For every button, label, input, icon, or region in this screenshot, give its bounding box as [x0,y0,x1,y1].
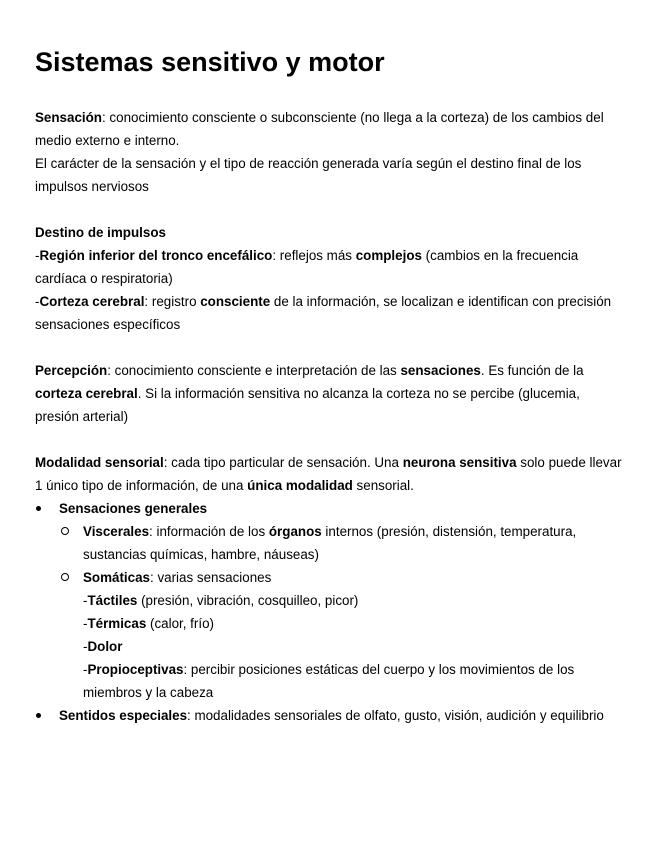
somaticas-tactiles: -Táctiles (presión, vibración, cosquilleo, picor) [83,593,359,608]
somaticas-propioceptivas: -Propioceptivas: percibir posiciones estáticas del cuerpo y los movimientos de los miembros y la cabeza [83,662,575,700]
somaticas-termicas: -Térmicas (calor, frío) [83,616,214,631]
list-item-generales: Sensaciones generales Viscerales: información de los órganos internos (presión, distensión, temperatura, sustancias químicas, hambre, náuseas) Somáticas: varias sensaciones -Táctiles (presión, vibración, cosquilleo, picor) -Térmicas (calor, frío) -Dolor -Propioceptivas: percibir posiciones estáticas del cuerpo y los movimientos de los miembros y la cabeza [35,497,625,704]
list-item-especiales: Sentidos especiales: modalidades sensoriales de olfato, gusto, visión, audición y equilibrio [35,704,625,727]
destino-heading: Destino de impulsos [35,225,166,240]
list-item-somaticas: Somáticas: varias sensaciones -Táctiles (presión, vibración, cosquilleo, picor) -Térmicas (calor, frío) -Dolor -Propioceptivas: percibir posiciones estáticas del cuerpo y los movimientos de los miembros y la cabeza [59,566,625,704]
sensacion-term: Sensación [35,110,102,125]
destino-item-tronco: -Región inferior del tronco encefálico: reflejos más complejos (cambios en la frecuencia cardíaca o respiratoria) [35,248,579,286]
sensacion-paragraph: Sensación: conocimiento consciente o subconsciente (no llega a la corteza) de los cambios del medio externo e interno. [35,110,604,148]
page-title: Sistemas sensitivo y motor [35,47,385,77]
sensacion-line2: El carácter de la sensación y el tipo de reacción generada varía según el destino final de los impulsos nerviosos [35,156,582,194]
generales-sublist [59,520,625,704]
somaticas-dolor: -Dolor [83,639,123,654]
sensaciones-list [35,497,625,727]
document-page [35,44,625,727]
percepcion-paragraph: Percepción: conocimiento consciente e interpretación de las sensaciones. Es función de la corteza cerebral. Si la información sensitiva no alcanza la corteza no se percibe (glucemia, presión arterial) [35,363,584,424]
modalidad-paragraph: Modalidad sensorial: cada tipo particular de sensación. Una neurona sensitiva solo puede llevar 1 único tipo de información, de una única modalidad sensorial. [35,455,622,493]
list-item-viscerales: Viscerales: información de los órganos internos (presión, distensión, temperatura, sustancias químicas, hambre, náuseas) [59,520,625,566]
destino-item-corteza: -Corteza cerebral: registro consciente de la información, se localizan e identifican con precisión sensaciones específicos [35,294,612,332]
